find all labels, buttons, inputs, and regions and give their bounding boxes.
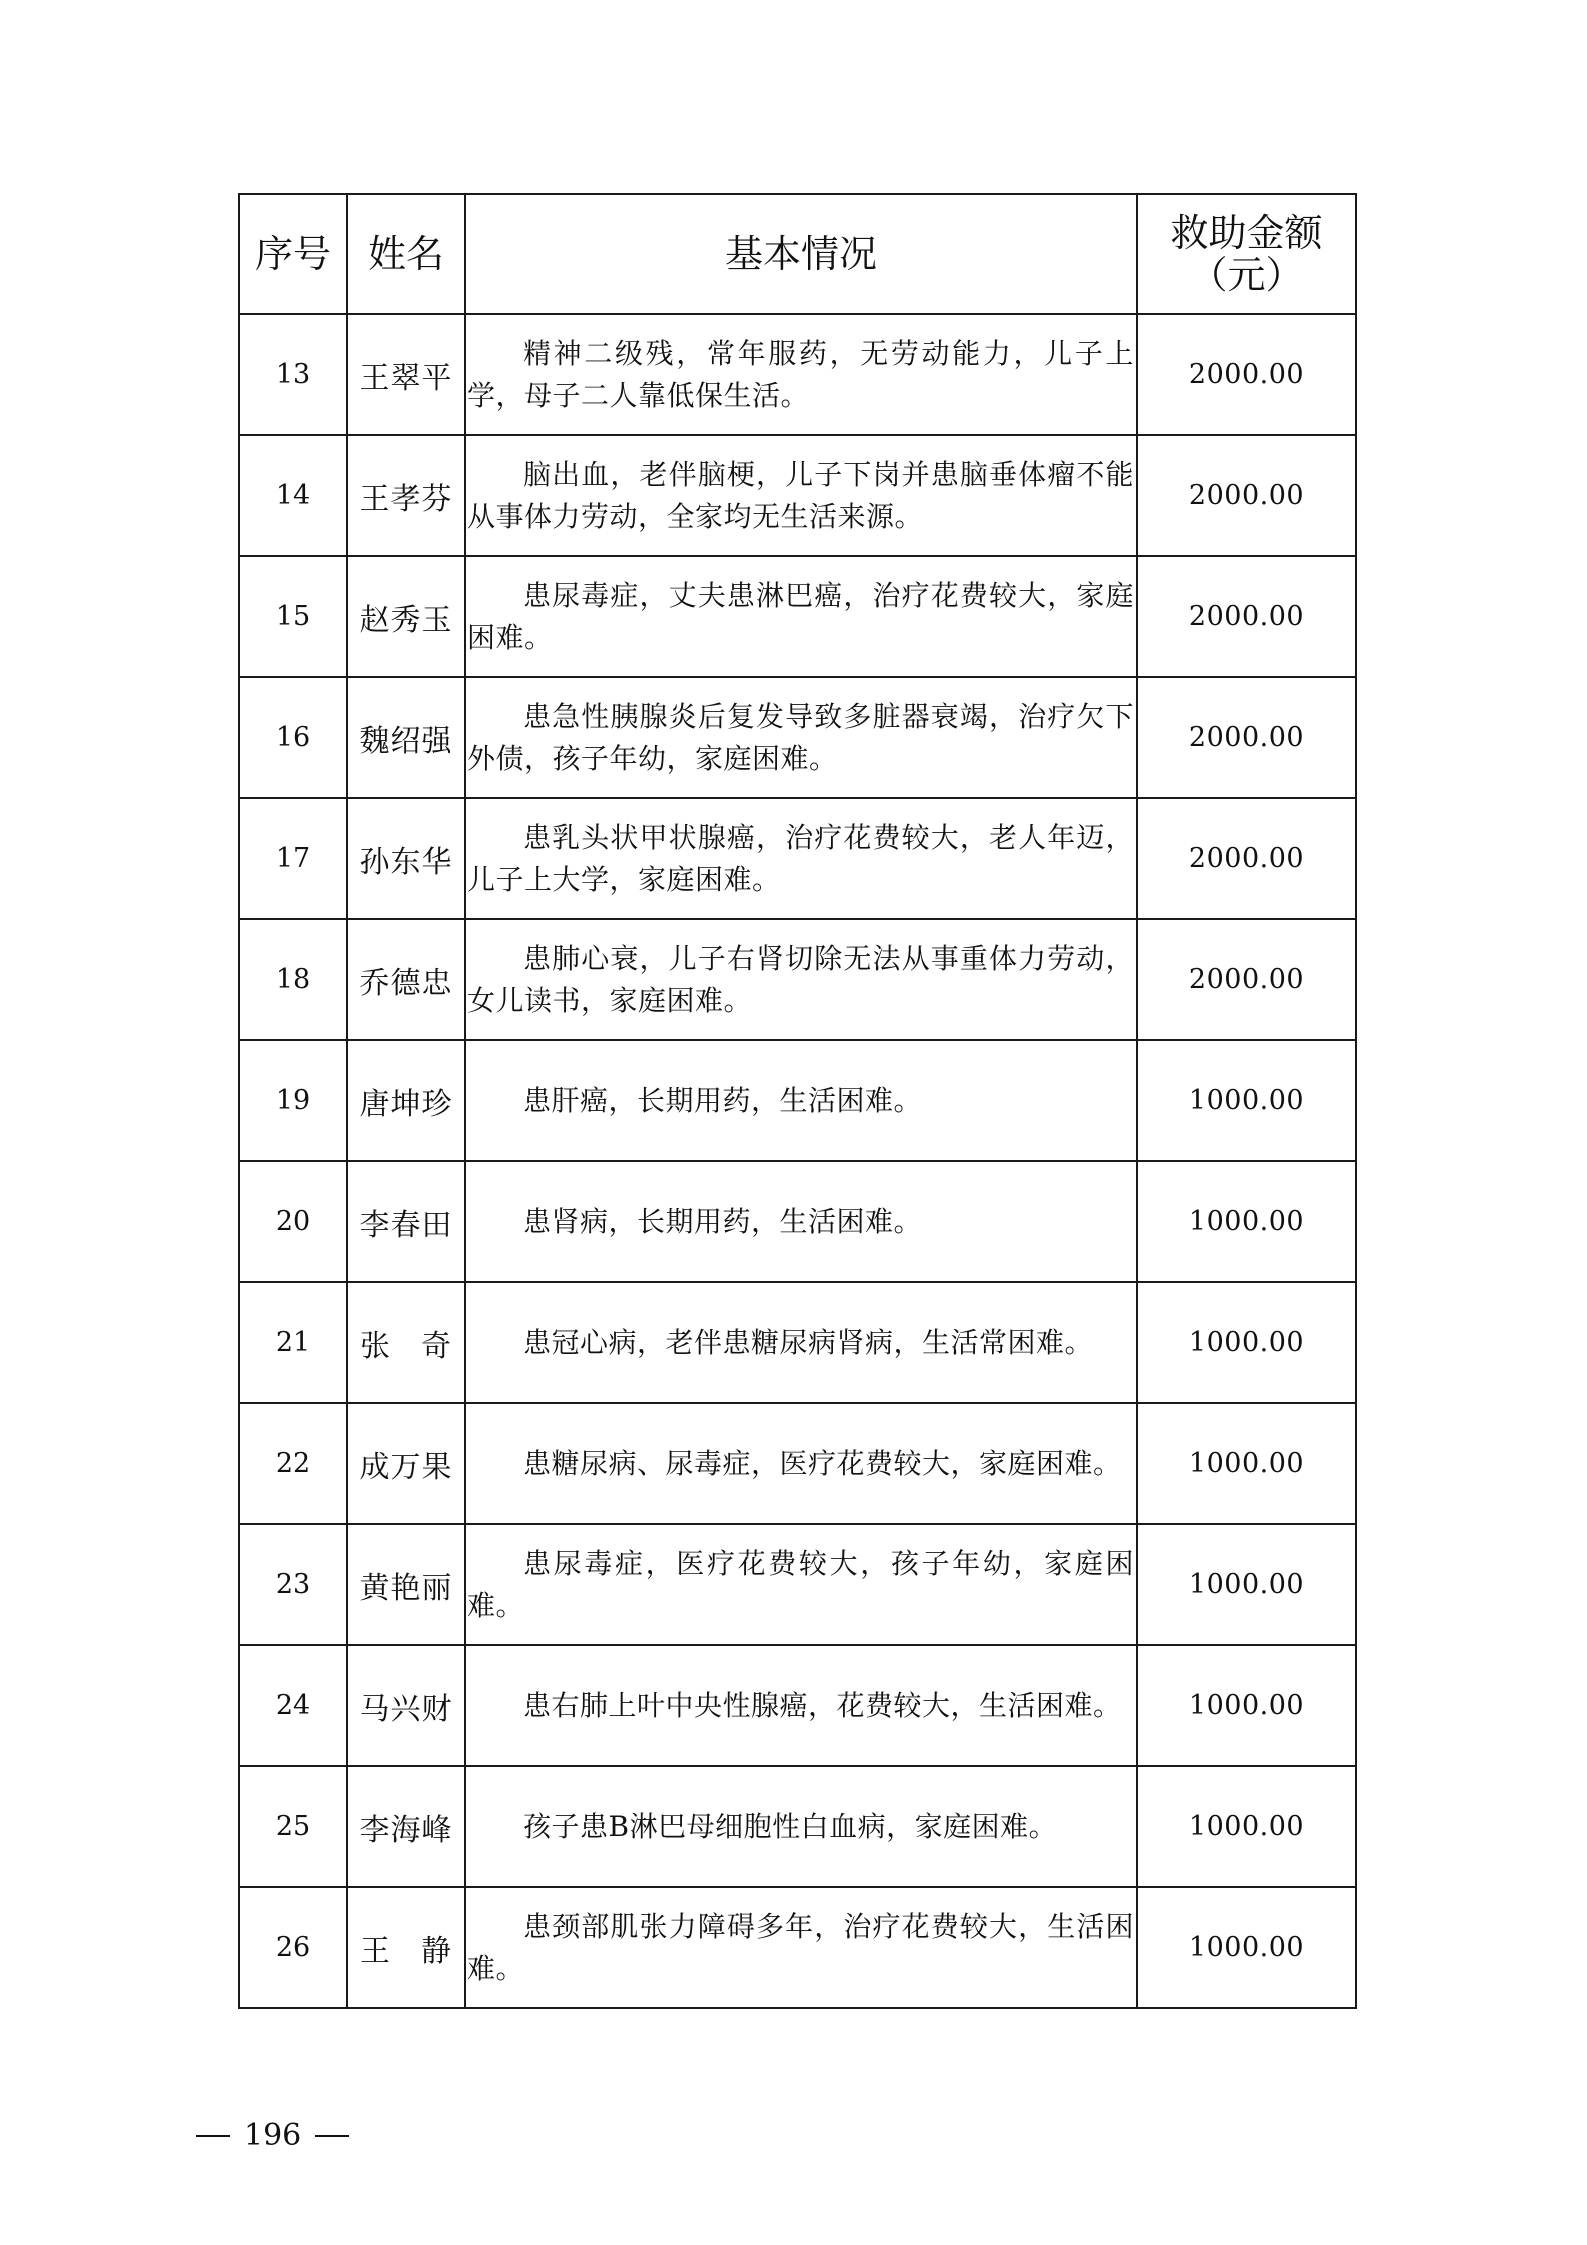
cell-seq: 14 (239, 435, 347, 556)
cell-name: 赵秀玉 (347, 556, 465, 677)
page-number: 196 (244, 2118, 302, 2153)
cell-desc-text: 患颈部肌张力障碍多年，治疗花费较大，生活困难。 (467, 1909, 1134, 1985)
cell-desc-text: 患右肺上叶中央性腺癌，花费较大，生活困难。 (523, 1688, 1122, 1722)
header-seq: 序号 (239, 194, 347, 314)
cell-name: 李春田 (347, 1161, 465, 1282)
cell-desc-text: 脑出血，老伴脑梗，儿子下岗并患脑垂体瘤不能从事体力劳动，全家均无生活来源。 (467, 457, 1134, 533)
table-row (239, 1040, 1356, 1161)
table-row (239, 919, 1356, 1040)
cell-name: 黄艳丽 (347, 1524, 465, 1645)
relief-table (238, 193, 1357, 2009)
cell-desc (465, 1887, 1137, 2008)
cell-name: 马兴财 (347, 1645, 465, 1766)
footer-dash-right (315, 2135, 349, 2137)
cell-desc-text: 患肺心衰，儿子右肾切除无法从事重体力劳动，女儿读书，家庭困难。 (467, 941, 1134, 1017)
table-row (239, 1403, 1356, 1524)
header-amount-unit: （元） (1189, 253, 1304, 297)
cell-desc (465, 1040, 1137, 1161)
cell-desc (465, 1403, 1137, 1524)
table-row (239, 1766, 1356, 1887)
table-row (239, 677, 1356, 798)
cell-name: 张奇 (347, 1282, 465, 1403)
cell-amount: 1000.00 (1137, 1766, 1356, 1887)
cell-desc (465, 314, 1137, 435)
cell-amount: 1000.00 (1137, 1161, 1356, 1282)
cell-amount: 2000.00 (1137, 435, 1356, 556)
cell-desc (465, 1524, 1137, 1645)
cell-desc-text: 精神二级残，常年服药，无劳动能力，儿子上学，母子二人靠低保生活。 (467, 336, 1134, 412)
cell-amount: 1000.00 (1137, 1040, 1356, 1161)
footer-dash-left (196, 2135, 230, 2137)
cell-amount: 2000.00 (1137, 919, 1356, 1040)
table-header-row (239, 194, 1356, 314)
table-row (239, 1887, 1356, 2008)
cell-seq: 20 (239, 1161, 347, 1282)
cell-amount: 1000.00 (1137, 1403, 1356, 1524)
cell-desc (465, 1282, 1137, 1403)
header-amount-label: 救助金额 (1170, 211, 1323, 255)
cell-desc (465, 1161, 1137, 1282)
cell-desc (465, 677, 1137, 798)
header-name: 姓名 (347, 194, 465, 314)
cell-amount: 1000.00 (1137, 1282, 1356, 1403)
cell-amount: 2000.00 (1137, 798, 1356, 919)
cell-name: 唐坤珍 (347, 1040, 465, 1161)
table-row (239, 798, 1356, 919)
cell-name: 王孝芬 (347, 435, 465, 556)
cell-amount: 1000.00 (1137, 1524, 1356, 1645)
cell-name: 李海峰 (347, 1766, 465, 1887)
cell-seq: 23 (239, 1524, 347, 1645)
cell-seq: 22 (239, 1403, 347, 1524)
cell-amount: 1000.00 (1137, 1887, 1356, 2008)
cell-desc-text: 患肝癌，长期用药，生活困难。 (523, 1083, 923, 1117)
cell-desc-text: 患尿毒症，医疗花费较大，孩子年幼，家庭困难。 (467, 1546, 1134, 1622)
cell-desc (465, 556, 1137, 677)
cell-seq: 24 (239, 1645, 347, 1766)
table-row (239, 1524, 1356, 1645)
cell-name: 成万果 (347, 1403, 465, 1524)
cell-seq: 15 (239, 556, 347, 677)
table-row (239, 314, 1356, 435)
cell-desc-text: 患糖尿病、尿毒症，医疗花费较大，家庭困难。 (523, 1446, 1122, 1480)
cell-desc-text: 患急性胰腺炎后复发导致多脏器衰竭，治疗欠下外债，孩子年幼，家庭困难。 (467, 699, 1134, 775)
table-row (239, 556, 1356, 677)
cell-desc (465, 1766, 1137, 1887)
cell-seq: 26 (239, 1887, 347, 2008)
cell-desc-text: 患冠心病，老伴患糖尿病肾病，生活常困难。 (523, 1325, 1094, 1359)
cell-desc-text: 患乳头状甲状腺癌，治疗花费较大，老人年迈，儿子上大学，家庭困难。 (467, 820, 1134, 896)
cell-desc (465, 1645, 1137, 1766)
cell-desc (465, 798, 1137, 919)
cell-name: 王静 (347, 1887, 465, 2008)
cell-seq: 18 (239, 919, 347, 1040)
page-footer (196, 2118, 349, 2153)
cell-desc-text: 孩子患B淋巴母细胞性白血病，家庭困难。 (523, 1809, 1058, 1843)
cell-amount: 2000.00 (1137, 314, 1356, 435)
cell-name: 孙东华 (347, 798, 465, 919)
cell-seq: 17 (239, 798, 347, 919)
table-row (239, 1645, 1356, 1766)
cell-desc-text: 患肾病，长期用药，生活困难。 (523, 1204, 923, 1238)
table-row (239, 435, 1356, 556)
table-row (239, 1282, 1356, 1403)
table-body (239, 314, 1356, 2008)
cell-amount: 2000.00 (1137, 556, 1356, 677)
cell-amount: 1000.00 (1137, 1645, 1356, 1766)
cell-desc-text: 患尿毒症，丈夫患淋巴癌，治疗花费较大，家庭困难。 (467, 578, 1134, 654)
cell-name: 乔德忠 (347, 919, 465, 1040)
table-row (239, 1161, 1356, 1282)
cell-name: 魏绍强 (347, 677, 465, 798)
cell-name: 王翠平 (347, 314, 465, 435)
cell-seq: 16 (239, 677, 347, 798)
cell-amount: 2000.00 (1137, 677, 1356, 798)
cell-seq: 13 (239, 314, 347, 435)
cell-desc (465, 435, 1137, 556)
header-desc: 基本情况 (465, 194, 1137, 314)
cell-desc (465, 919, 1137, 1040)
header-amount (1137, 194, 1356, 314)
cell-seq: 19 (239, 1040, 347, 1161)
cell-seq: 25 (239, 1766, 347, 1887)
cell-seq: 21 (239, 1282, 347, 1403)
